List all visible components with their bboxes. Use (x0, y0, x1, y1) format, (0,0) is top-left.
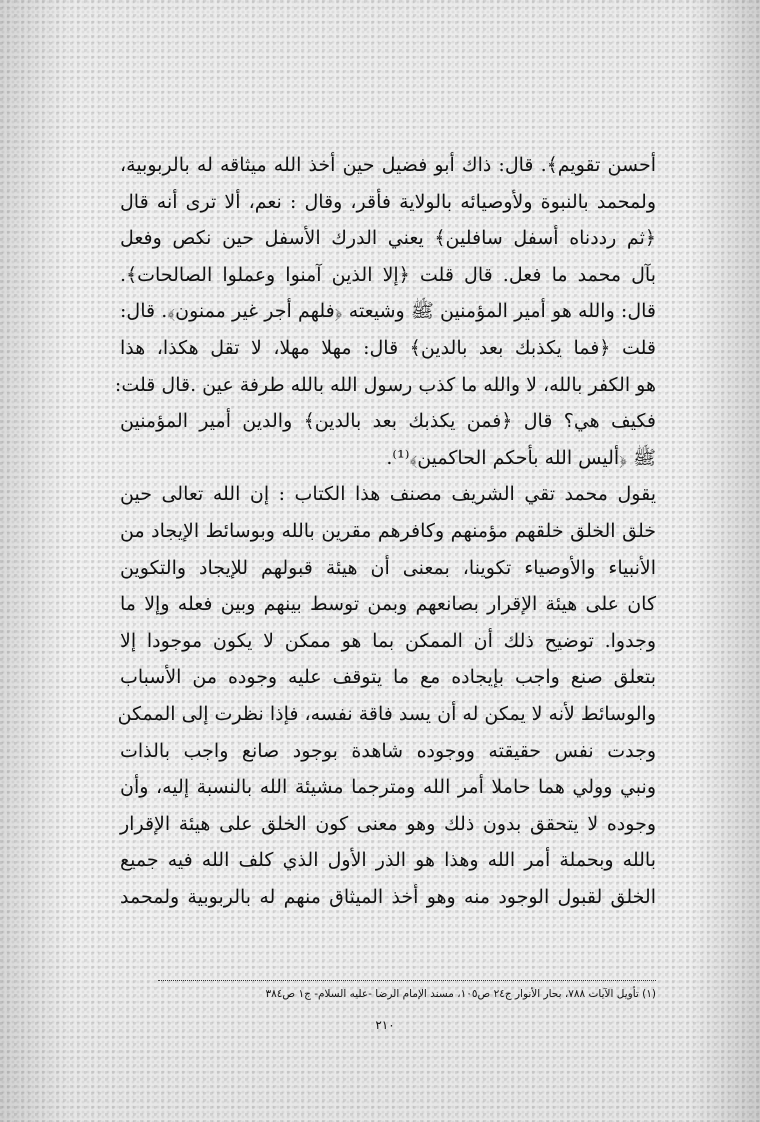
text-line: ونبي وولي هما حاملا أمر الله ومترجما مشيئة الله بالنسبة إليه، وأن (120, 776, 656, 799)
text-line: بآل محمد ما فعل. قال قلت ﴿إلا الذين آمنوا وعملوا الصالحات﴾. (120, 263, 656, 286)
page-shadow-left (0, 0, 70, 1122)
footnote-divider (158, 980, 656, 981)
text-line: وجوده لا يتحقق بدون ذلك وهو معنى كون الخلق على هيئة الإقرار (120, 812, 656, 835)
text-line: قلت ﴿فما يكذبك بعد بالدين﴾ قال: مهلا مهلا، لا تقل هكذا، هذا (120, 336, 656, 359)
main-text (114, 147, 656, 915)
text-line: وجدت نفس حقيقته ووجوده شاهدة بوجود صانع واجب بالذات (120, 739, 656, 762)
page-shadow-right (690, 0, 760, 1122)
page-number: ٢١٠ (375, 1018, 395, 1032)
text-line: ﴿ثم رددناه أسفل سافلين﴾ يعني الدرك الأسفل حين نكص وفعل (120, 227, 656, 250)
text-line: فكيف هي؟ قال ﴿فمن يكذبك بعد بالدين﴾ والدين أمير المؤمنين (120, 410, 656, 433)
text-line: الخلق لقبول الوجود منه وهو أخذ الميثاق منهم له بالربوبية ولمحمد (120, 885, 656, 908)
text-line: قال: والله هو أمير المؤمنين ﷺ وشيعته ﴿فلهم أجر غير ممنون﴾. قال: (120, 300, 656, 323)
text-line: أحسن تقويم﴾. قال: ذاك أبو فضيل حين أخذ الله ميثاقه له بالربوبية، (120, 154, 656, 176)
text-line: كان على هيئة الإقرار بصانعهم وبمن توسط بينهم وبين فعله وإلا ما (120, 593, 656, 616)
text-line: ولمحمد بالنبوة ولأوصيائه بالولاية فأقر، وقال : نعم، ألا ترى أنه قال (120, 190, 656, 213)
text-line: يقول محمد تقي الشريف مصنف هذا الكتاب : إن الله تعالى حين (120, 483, 656, 506)
text-line: ﷺ ﴿أليس الله بأحكم الحاكمين﴾⁽¹⁾. (386, 446, 656, 469)
text-line: والوسائط لأنه لا يمكن له أن يسد فاقة نفسه، فإذا نظرت إلى الممكن (117, 702, 656, 725)
text-line: خلق الخلق خلقهم مؤمنهم وكافرهم مقرين بالله وبوسائط الإيجاد من (120, 519, 656, 542)
text-line: بالله وبحملة أمر الله وهذا هو الذر الأول الذي كلف الله فيه جميع (120, 849, 656, 872)
text-line: وجدوا. توضيح ذلك أن الممكن بما هو ممكن لا يكون موجودا إلا (120, 629, 656, 652)
text-line: الأنبياء والأوصياء تكوينا، بمعنى أن هيئة قبولهم للإيجاد والتكوين (120, 556, 656, 579)
footnote: (١) تأويل الآيات ٧٨٨، بحار الأنوار ج٢٤ ص١٠٥، مسند الإمام الرضا -عليه السلام- ج١ ص٣٨٤ (265, 988, 656, 1000)
text-line: هو الكفر بالله، لا والله ما كذب رسول الله بالله طرفة عين .قال قلت: (114, 373, 656, 396)
text-line: بتعلق صنع واجب بإيجاده مع ما يتوقف عليه وجوده من الأسباب (120, 666, 656, 689)
